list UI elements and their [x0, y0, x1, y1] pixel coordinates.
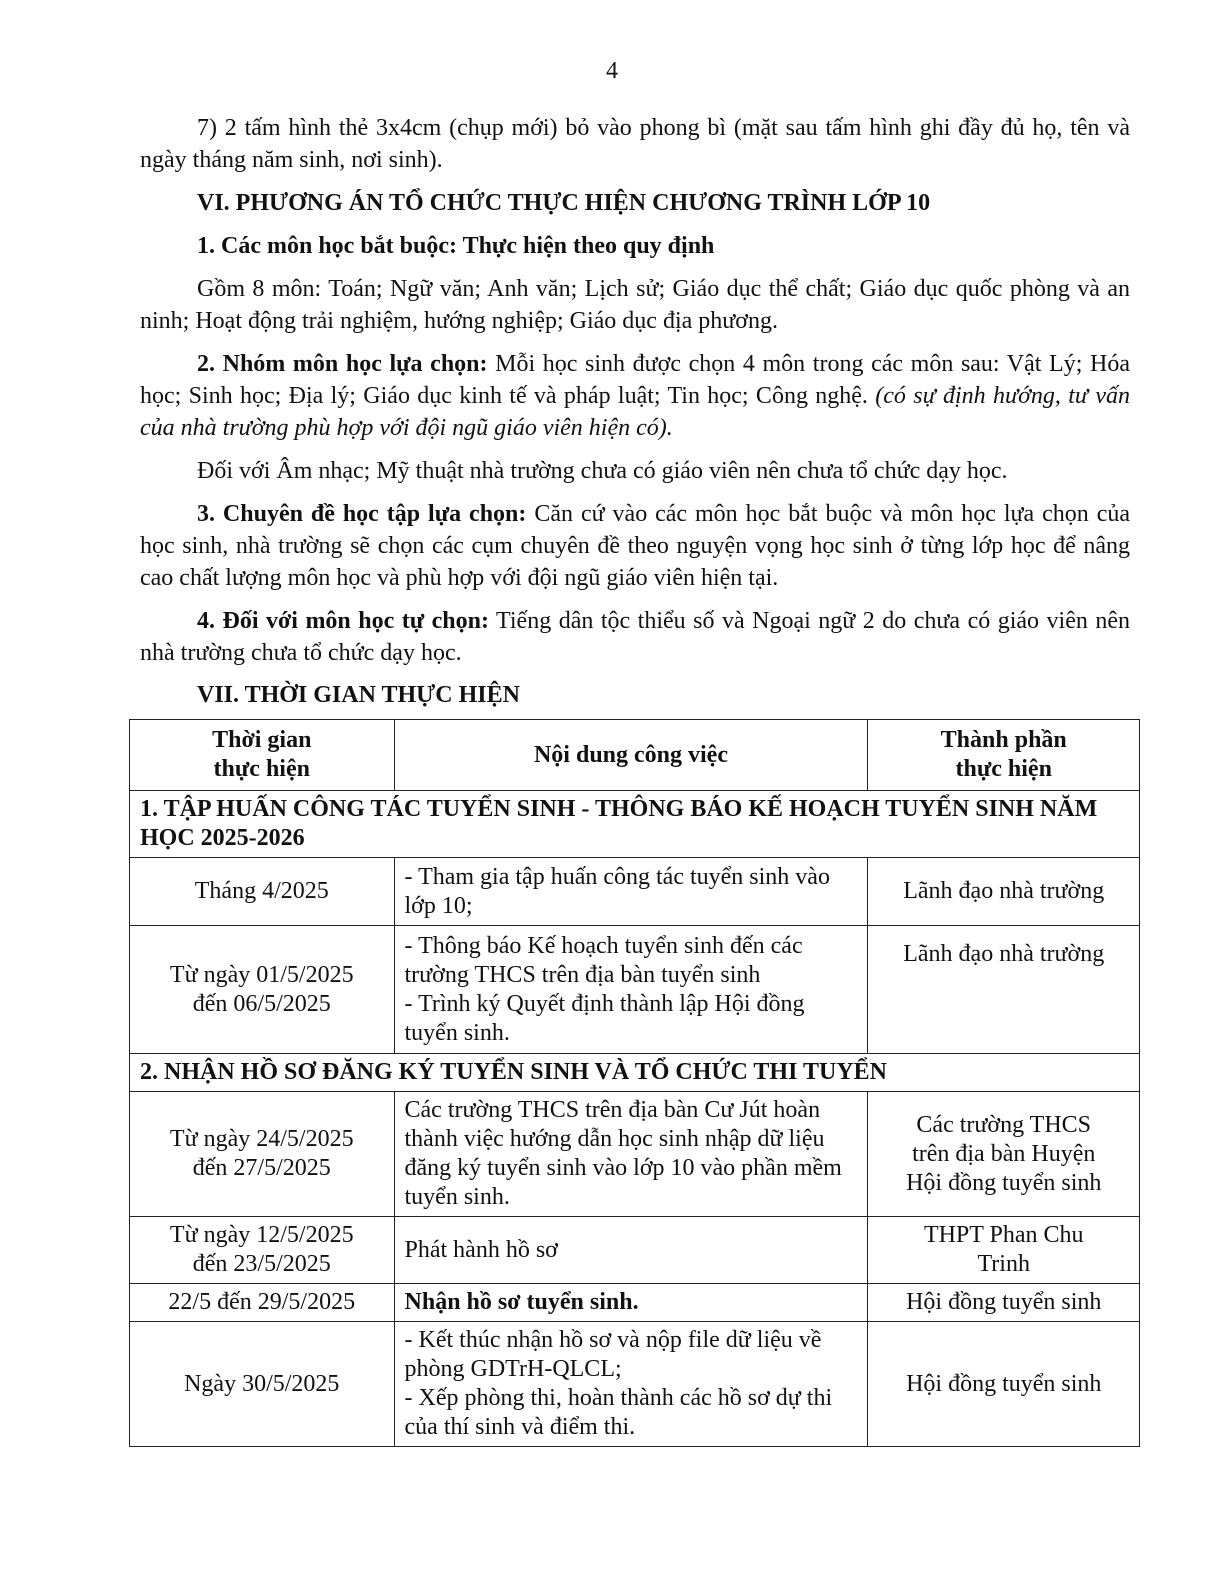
section-6-3-text: Căn cứ vào các môn học bắt buộc và môn học lựa chọn của học sinh, nhà trường sẽ chọn các cụm chuyên đề theo nguyện vọng học sinh ở từng lớp học để nâng cao chất lượng môn học và phù hợp với đội ngũ giáo viên hiện tại. [140, 501, 1131, 591]
section-6-3-paragraph [140, 498, 1130, 594]
row-1-time: Tháng 4/2025 [130, 858, 395, 926]
section-6-2-text: Mỗi học sinh được chọn 4 môn trong các môn sau: Vật Lý; Hóa học; Sinh học; Địa lý; Giáo dục kinh tế và pháp luật; Tin học; Công nghệ. [140, 351, 1130, 409]
row-4-responsible: THPT Phan Chu Trinh [868, 1217, 1140, 1284]
section-6-1-text: Gồm 8 môn: Toán; Ngữ văn; Anh văn; Lịch sử; Giáo dục thể chất; Giáo dục quốc phòng và an ninh; Hoạt động trải nghiệm, hướng nghiệp; Giáo dục địa phương. [140, 276, 1130, 334]
header-responsible: Thành phần thực hiện [868, 720, 1140, 791]
row-4-time: Từ ngày 12/5/2025 đến 23/5/2025 [130, 1217, 395, 1284]
row-1-responsible: Lãnh đạo nhà trường [868, 858, 1140, 926]
table-group-row [130, 1054, 1140, 1092]
table-row [130, 1092, 1140, 1217]
row-3-content: Các trường THCS trên địa bàn Cư Jút hoàn thành việc hướng dẫn học sinh nhập dữ liệu đăng ký tuyển sinh vào lớp 10 vào phần mềm tuyển sinh. [394, 1092, 868, 1217]
row-5-content: Nhận hồ sơ tuyển sinh. [394, 1284, 868, 1322]
row-3-responsible: Các trường THCS trên địa bàn Huyện Hội đồng tuyển sinh [868, 1092, 1140, 1217]
document-body [140, 112, 1130, 710]
row-6-responsible: Hội đồng tuyển sinh [868, 1322, 1140, 1447]
table-group-row [130, 791, 1140, 858]
row-2-content: - Thông báo Kế hoạch tuyển sinh đến các trường THCS trên địa bàn tuyển sinh - Trình ký Quyết định thành lập Hội đồng tuyển sinh. [394, 926, 868, 1054]
schedule-table [129, 719, 1140, 1447]
row-2-responsible: Lãnh đạo nhà trường [868, 926, 1140, 1054]
section-6-4-label: 4. Đối với môn học tự chọn: [197, 608, 489, 634]
group-1-title: 1. TẬP HUẤN CÔNG TÁC TUYỂN SINH - THÔNG BÁO KẾ HOẠCH TUYỂN SINH NĂM HỌC 2025-2026 [130, 791, 1140, 858]
row-6-time: Ngày 30/5/2025 [130, 1322, 395, 1447]
section-6-1-heading: 1. Các môn học bắt buộc: Thực hiện theo quy định [197, 233, 715, 259]
row-5-responsible: Hội đồng tuyển sinh [868, 1284, 1140, 1322]
section-6-heading: VI. PHƯƠNG ÁN TỔ CHỨC THỰC HIỆN CHƯƠNG TRÌNH LỚP 10 [197, 190, 931, 216]
table-row [130, 1322, 1140, 1447]
section-6-2-italic-note: (có sự định hướng, tư vấn của nhà trường phù hợp với đội ngũ giáo viên hiện có). [140, 383, 1130, 441]
section-6-4-paragraph [140, 605, 1130, 669]
table-row [130, 1284, 1140, 1322]
table-row [130, 858, 1140, 926]
row-6-content: - Kết thúc nhận hồ sơ và nộp file dữ liệu về phòng GDTrH-QLCL; - Xếp phòng thi, hoàn thành các hồ sơ dự thi của thí sinh và điểm thi. [394, 1322, 868, 1447]
page-number: 4 [606, 58, 618, 84]
header-content: Nội dung công việc [394, 720, 868, 791]
section-6-2-paragraph [140, 348, 1130, 444]
row-5-time: 22/5 đến 29/5/2025 [130, 1284, 395, 1322]
row-3-time: Từ ngày 24/5/2025 đến 27/5/2025 [130, 1092, 395, 1217]
section-7-heading: VII. THỜI GIAN THỰC HIỆN [197, 682, 520, 708]
row-4-content: Phát hành hồ sơ [394, 1217, 868, 1284]
section-6-3-label: 3. Chuyên đề học tập lựa chọn: [197, 501, 527, 527]
table-row [130, 1217, 1140, 1284]
header-time: Thời gian thực hiện [130, 720, 395, 791]
table-header-row [130, 720, 1140, 791]
section-6-4-text: Tiếng dân tộc thiểu số và Ngoại ngữ 2 do chưa có giáo viên nên nhà trường chưa tổ chức dạy học. [140, 608, 1130, 666]
section-6-2-label: 2. Nhóm môn học lựa chọn: [197, 351, 488, 377]
group-2-title: 2. NHẬN HỒ SƠ ĐĂNG KÝ TUYỂN SINH VÀ TỔ CHỨC THI TUYỂN [130, 1054, 1140, 1092]
table-row [130, 926, 1140, 1054]
row-1-content: - Tham gia tập huấn công tác tuyển sinh vào lớp 10; [394, 858, 868, 926]
row-2-time: Từ ngày 01/5/2025 đến 06/5/2025 [130, 926, 395, 1054]
item-7-paragraph: 7) 2 tấm hình thẻ 3x4cm (chụp mới) bỏ vào phong bì (mặt sau tấm hình ghi đầy đủ họ, tên và ngày tháng năm sinh, nơi sinh). [140, 115, 1130, 173]
section-6-2-arts-note: Đối với Âm nhạc; Mỹ thuật nhà trường chưa có giáo viên nên chưa tổ chức dạy học. [197, 458, 1008, 484]
